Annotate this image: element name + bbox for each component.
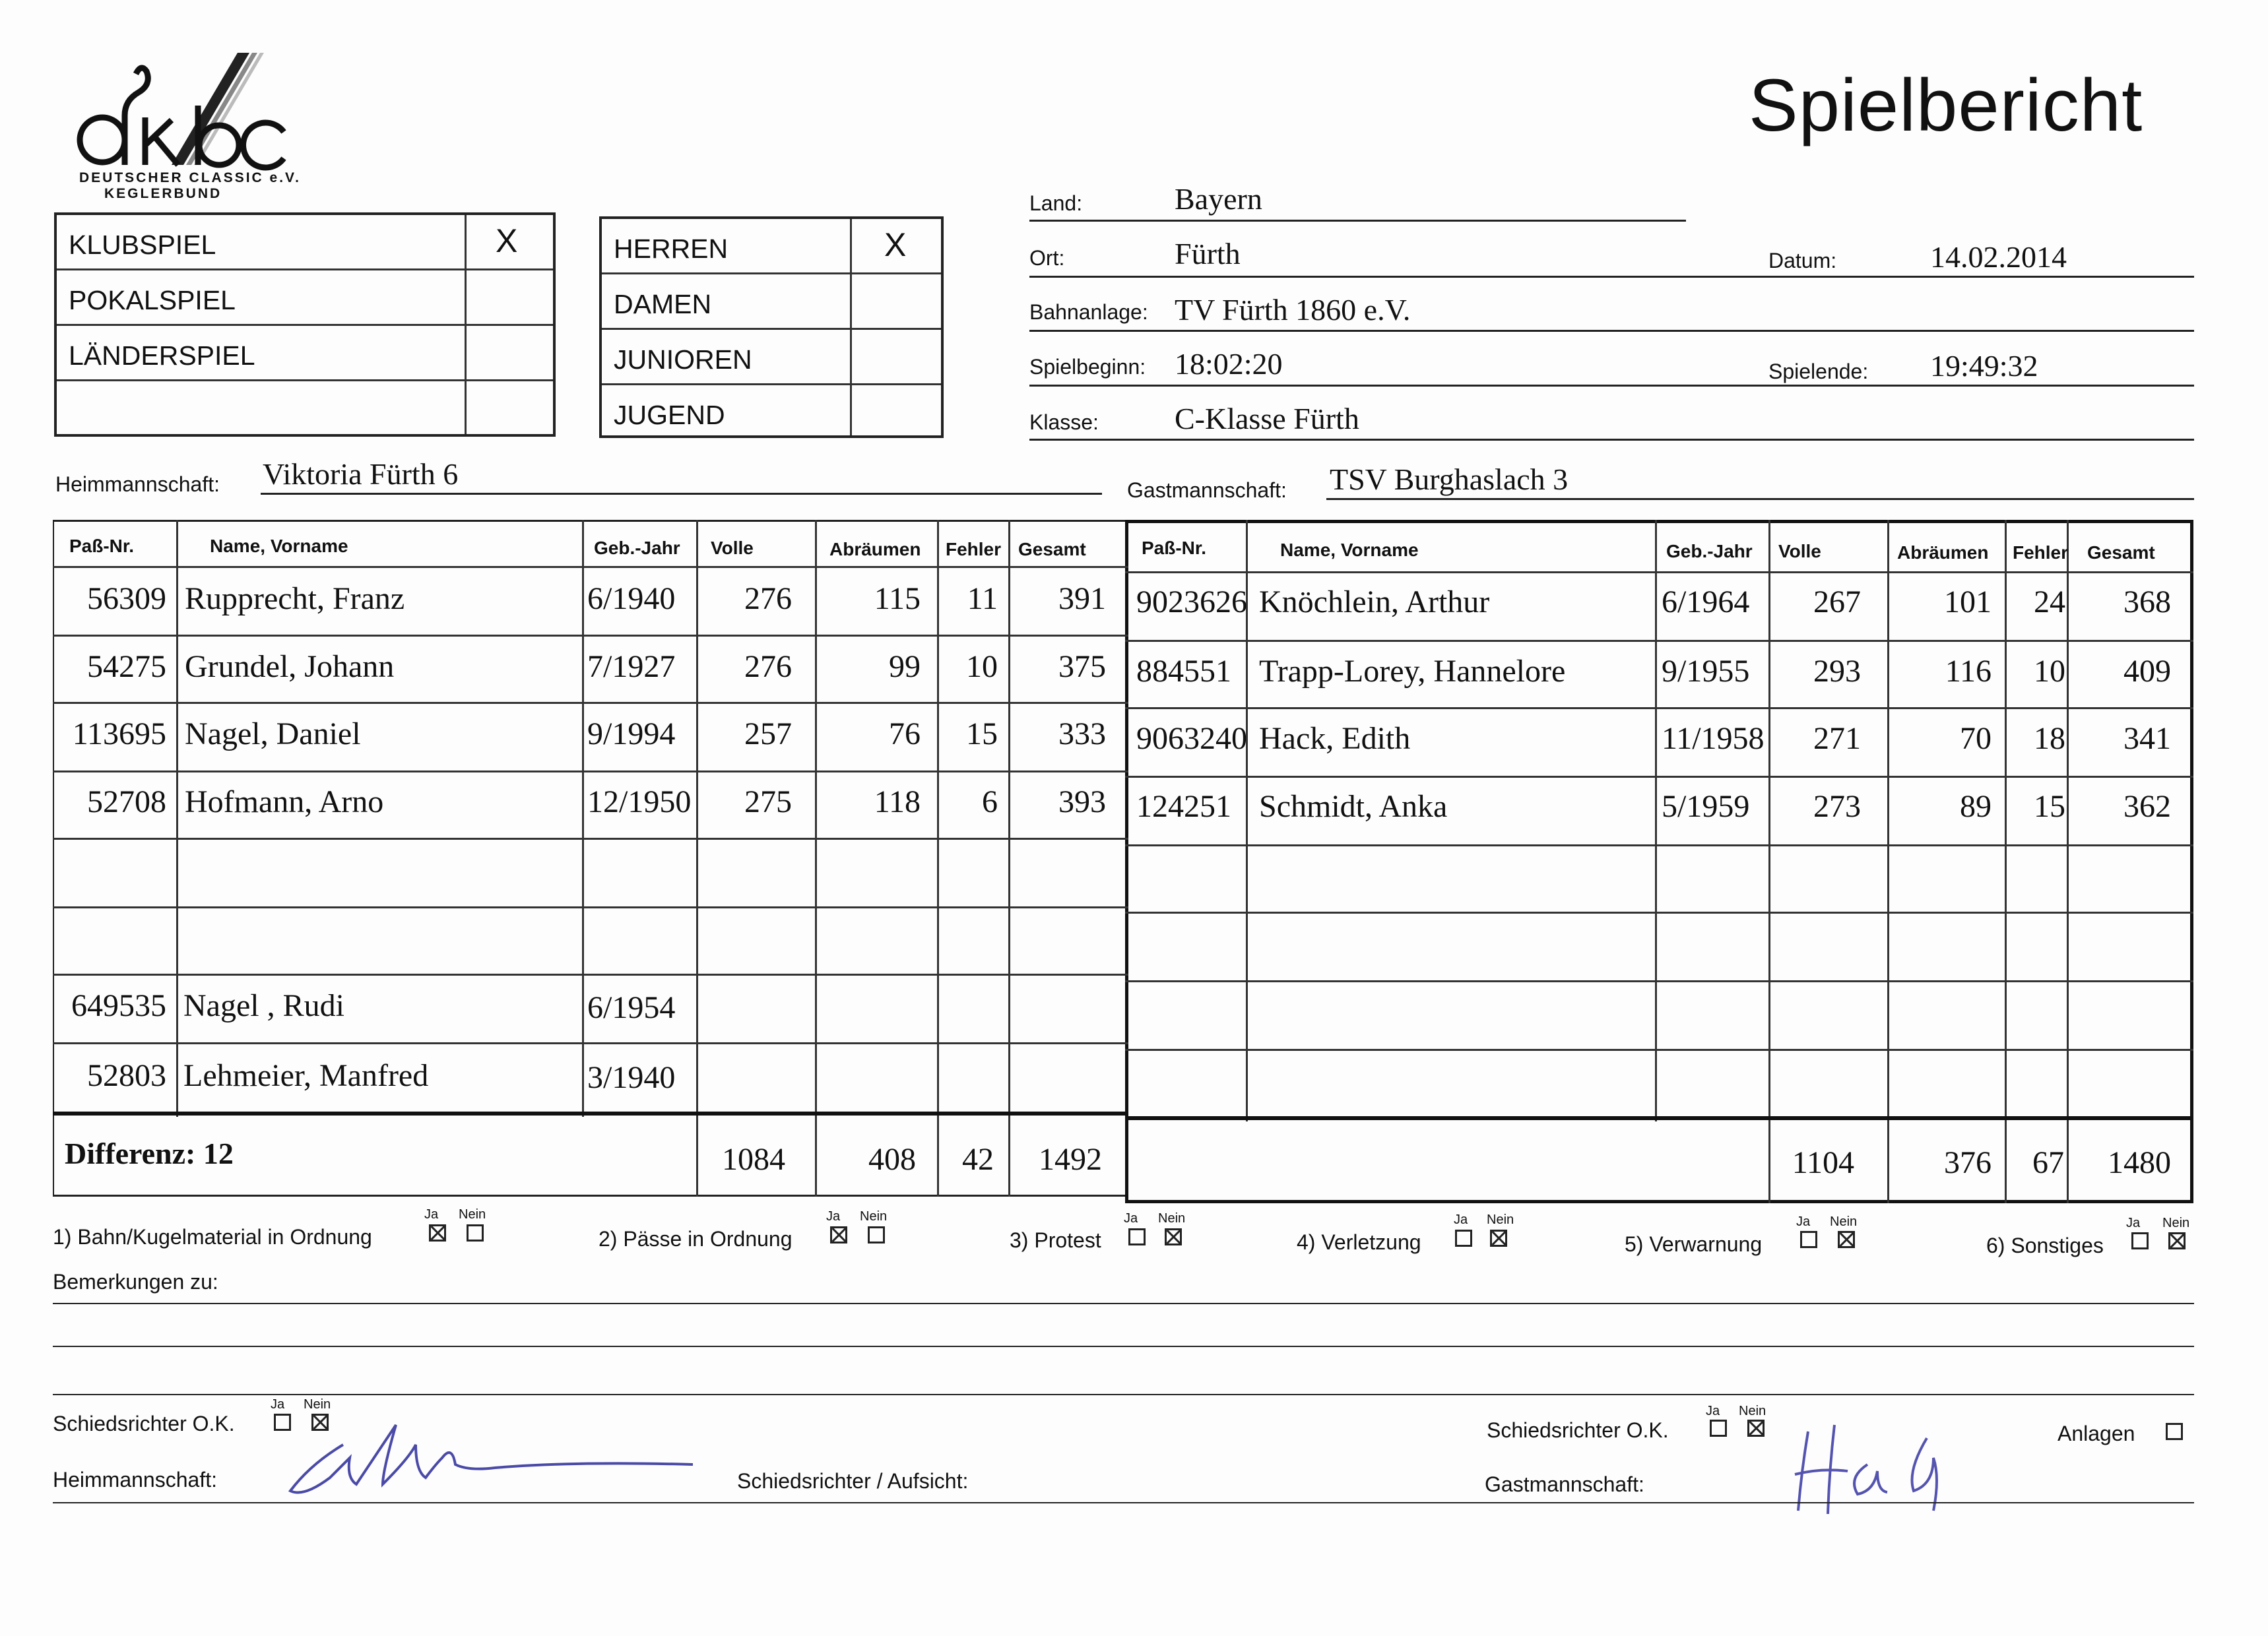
spielende-field[interactable]: 19:49:32 (1930, 349, 2038, 383)
category-label: JUNIOREN (614, 344, 752, 375)
klasse-field[interactable]: C-Klasse Fürth (1175, 402, 1359, 435)
category-row (602, 274, 941, 330)
category-row (602, 385, 941, 438)
pass-cell[interactable]: 649535 (71, 988, 166, 1023)
nein-label: Nein (1158, 1211, 1186, 1226)
score-table (53, 515, 2193, 1198)
nein-label: Nein (459, 1207, 486, 1222)
col-geb: Geb.-Jahr (594, 538, 680, 558)
ja-checkbox[interactable] (1455, 1230, 1472, 1247)
col-abr: Abräumen (1897, 542, 1989, 563)
abr-cell[interactable]: 116 (1945, 654, 1992, 689)
fehler-cell[interactable]: 6 (982, 784, 998, 819)
name-cell[interactable]: Hack, Edith (1259, 721, 1411, 756)
bahnanlage-field[interactable]: TV Fürth 1860 e.V. (1175, 293, 1411, 327)
gesamt-cell[interactable]: 362 (2123, 789, 2171, 824)
page-title: Spielbericht (1749, 64, 2143, 146)
gast-field[interactable]: TSV Burghaslach 3 (1330, 462, 1569, 496)
match-type-box (54, 212, 556, 437)
col-pass: Paß-Nr. (1142, 538, 1207, 558)
ja-label: Ja (1124, 1211, 1138, 1226)
fehler-cell[interactable]: 15 (966, 716, 998, 751)
fehler-cell[interactable]: 24 (2034, 584, 2065, 619)
pass-cell[interactable]: 56309 (87, 581, 166, 616)
spielbeginn-label: Spielbeginn: (1029, 355, 1146, 379)
type-mark[interactable]: X (496, 222, 518, 259)
pass-cell[interactable]: 9023626 (1136, 584, 1247, 619)
abr-cell[interactable]: 115 (874, 581, 921, 616)
type-row (57, 215, 553, 270)
total-gesamt: 1480 (2108, 1145, 2171, 1180)
category-row (602, 330, 941, 385)
fehler-cell[interactable]: 10 (966, 649, 998, 684)
total-fehler: 42 (962, 1142, 994, 1177)
total-volle: 1084 (722, 1142, 785, 1177)
spielende-label: Spielende: (1768, 360, 1869, 383)
anlagen-label: Anlagen (2057, 1422, 2135, 1445)
abr-cell[interactable]: 118 (874, 784, 921, 819)
ja-label: Ja (424, 1207, 439, 1222)
volle-cell[interactable]: 267 (1813, 584, 1861, 619)
ja-checkbox[interactable] (1710, 1420, 1727, 1437)
gesamt-cell[interactable]: 393 (1058, 784, 1106, 819)
ja-checkbox[interactable] (1128, 1228, 1146, 1245)
gast-label: Gastmannschaft: (1127, 478, 1287, 502)
logo-line2: KEGLERBUND (104, 186, 222, 201)
col-pass: Paß-Nr. (69, 536, 135, 556)
volle-cell[interactable]: 271 (1813, 721, 1861, 756)
nein-checkbox[interactable] (1490, 1230, 1507, 1247)
nein-label: Nein (860, 1209, 888, 1224)
geb-cell[interactable]: 6/1964 (1662, 584, 1750, 619)
nein-label: Nein (1830, 1214, 1858, 1229)
name-cell[interactable]: Lehmeier, Manfred (183, 1058, 429, 1093)
col-volle: Volle (711, 538, 754, 558)
ja-label: Ja (271, 1397, 285, 1412)
name-cell[interactable]: Nagel, Daniel (185, 716, 361, 751)
klasse-label: Klasse: (1029, 410, 1099, 434)
signature-line (53, 1502, 2194, 1503)
heim-sign-label: Heimmannschaft: (53, 1468, 217, 1492)
logo-mark (73, 40, 297, 172)
ja-label: Ja (826, 1209, 841, 1224)
total-fehler: 67 (2032, 1145, 2064, 1180)
differenz-label: Differenz: 12 (65, 1137, 234, 1170)
name-cell[interactable]: Grundel, Johann (185, 649, 395, 684)
abr-cell[interactable]: 70 (1960, 721, 1992, 756)
type-row (57, 381, 553, 437)
col-name: Name, Vorname (210, 536, 348, 556)
name-cell[interactable]: Hofmann, Arno (185, 784, 384, 819)
check-label: 6) Sonstiges (1986, 1234, 2104, 1257)
fehler-cell[interactable]: 18 (2034, 721, 2065, 756)
name-cell[interactable]: Rupprecht, Franz (185, 581, 405, 616)
ja-checkbox[interactable] (429, 1224, 446, 1242)
nein-checkbox[interactable] (1838, 1231, 1855, 1248)
nein-label: Nein (1739, 1404, 1766, 1418)
gesamt-cell[interactable]: 368 (2123, 584, 2171, 619)
logo-line1 (79, 170, 330, 186)
remarks-line[interactable] (53, 1394, 2194, 1395)
nein-checkbox[interactable] (467, 1224, 484, 1242)
abr-cell[interactable]: 99 (889, 649, 921, 684)
guest-signature[interactable] (1782, 1418, 1953, 1524)
schiri-ok-label: Schiedsrichter O.K. (1487, 1418, 1669, 1442)
bahnanlage-label: Bahnanlage: (1029, 300, 1148, 324)
spielbeginn-field[interactable]: 18:02:20 (1175, 347, 1283, 381)
nein-label: Nein (2162, 1216, 2190, 1230)
category-box (599, 216, 944, 438)
pass-cell[interactable]: 52708 (87, 784, 166, 819)
ja-checkbox[interactable] (1800, 1231, 1817, 1248)
volle-cell[interactable]: 293 (1813, 654, 1861, 689)
nein-label: Nein (1487, 1212, 1514, 1227)
ort-label: Ort: (1029, 246, 1065, 270)
geb-cell[interactable]: 6/1940 (587, 581, 676, 616)
check-label: 1) Bahn/Kugelmaterial in Ordnung (53, 1225, 372, 1249)
ja-label: Ja (1706, 1404, 1720, 1418)
geb-cell[interactable]: 6/1954 (587, 990, 676, 1025)
nein-checkbox[interactable] (2168, 1232, 2186, 1249)
schiri-ok-label: Schiedsrichter O.K. (53, 1412, 235, 1435)
gesamt-cell[interactable]: 391 (1058, 581, 1106, 616)
land-field[interactable]: Bayern (1175, 182, 1262, 216)
check-label: 3) Protest (1010, 1228, 1101, 1252)
type-label: POKALSPIEL (69, 285, 236, 315)
land-label: Land: (1029, 191, 1083, 215)
name-cell[interactable]: Knöchlein, Arthur (1259, 584, 1490, 619)
category-label: HERREN (614, 234, 729, 264)
col-fehler: Fehler (946, 539, 1002, 559)
col-fehler: Fehler (2013, 542, 2069, 563)
ja-label: Ja (1796, 1214, 1811, 1229)
datum-field[interactable]: 14.02.2014 (1930, 240, 2067, 274)
remarks-line[interactable] (53, 1346, 2194, 1347)
pass-cell[interactable]: 884551 (1136, 654, 1231, 689)
datum-label: Datum: (1768, 249, 1837, 272)
gast-sign-label: Gastmannschaft: (1485, 1472, 1644, 1496)
col-geb: Geb.-Jahr (1666, 541, 1753, 561)
check-label: 5) Verwarnung (1625, 1232, 1763, 1256)
volle-cell[interactable]: 276 (744, 581, 792, 616)
guest-table (1125, 520, 2193, 1203)
pass-cell[interactable]: 9063240 (1136, 721, 1247, 756)
ja-checkbox[interactable] (830, 1226, 847, 1243)
heim-label: Heimmannschaft: (55, 472, 220, 496)
nein-checkbox[interactable] (868, 1226, 885, 1243)
col-gesamt: Gesamt (1018, 539, 1086, 559)
name-cell[interactable]: Trapp-Lorey, Hannelore (1259, 654, 1566, 689)
logo-word-deutscher: DEUTSCHER (79, 170, 183, 185)
pass-cell[interactable]: 52803 (87, 1058, 166, 1093)
check-label: 4) Verletzung (1297, 1230, 1421, 1254)
nein-checkbox[interactable] (1165, 1228, 1182, 1245)
volle-cell[interactable]: 275 (744, 784, 792, 819)
total-volle: 1104 (1792, 1145, 1854, 1180)
category-mark[interactable]: X (884, 226, 907, 263)
category-label: DAMEN (614, 289, 712, 319)
volle-cell[interactable]: 276 (744, 649, 792, 684)
dkbc-logo (73, 40, 323, 204)
gesamt-cell[interactable]: 409 (2123, 654, 2171, 689)
type-label: LÄNDERSPIEL (69, 340, 255, 371)
fehler-cell[interactable]: 11 (967, 581, 998, 616)
pass-cell[interactable]: 124251 (1136, 789, 1231, 824)
volle-cell[interactable]: 257 (744, 716, 792, 751)
geb-cell[interactable]: 12/1950 (587, 784, 692, 819)
total-gesamt: 1492 (1039, 1142, 1102, 1177)
ja-label: Ja (2126, 1216, 2141, 1230)
ja-label: Ja (1454, 1212, 1468, 1227)
anlagen-checkbox[interactable] (2166, 1423, 2183, 1440)
category-label: JUGEND (614, 400, 725, 430)
type-label: KLUBSPIEL (69, 230, 216, 260)
col-gesamt: Gesamt (2087, 542, 2155, 563)
geb-cell[interactable]: 7/1927 (587, 649, 676, 684)
gesamt-cell[interactable]: 375 (1058, 649, 1106, 684)
col-name: Name, Vorname (1280, 540, 1419, 560)
name-cell[interactable]: Schmidt, Anka (1259, 789, 1448, 824)
total-abr: 376 (1944, 1145, 1992, 1180)
abr-cell[interactable]: 76 (889, 716, 921, 751)
pass-cell[interactable]: 113695 (72, 716, 166, 751)
gesamt-cell[interactable]: 333 (1058, 716, 1106, 751)
type-row (57, 326, 553, 381)
geb-cell[interactable]: 3/1940 (587, 1060, 676, 1095)
name-cell[interactable]: Nagel , Rudi (183, 988, 344, 1023)
abr-cell[interactable]: 101 (1944, 584, 1992, 619)
check-label: 2) Pässe in Ordnung (599, 1227, 793, 1251)
ort-field[interactable]: Fürth (1175, 237, 1241, 270)
abr-cell[interactable]: 89 (1960, 789, 1992, 824)
geb-cell[interactable]: 5/1959 (1662, 789, 1750, 824)
geb-cell[interactable]: 9/1955 (1662, 654, 1750, 689)
geb-cell[interactable]: 9/1994 (587, 716, 676, 751)
fehler-cell[interactable]: 10 (2034, 654, 2065, 689)
pass-cell[interactable]: 54275 (87, 649, 166, 684)
volle-cell[interactable]: 273 (1813, 789, 1861, 824)
geb-cell[interactable]: 11/1958 (1662, 721, 1765, 756)
col-abr: Abräumen (829, 539, 921, 559)
bemerkungen-label: Bemerkungen zu: (53, 1270, 218, 1294)
logo-word-classic: CLASSIC e.V. (189, 170, 301, 185)
type-row (57, 270, 553, 326)
ja-checkbox[interactable] (2131, 1232, 2149, 1249)
gesamt-cell[interactable]: 341 (2123, 721, 2171, 756)
fehler-cell[interactable]: 15 (2034, 789, 2065, 824)
schiri-aufsicht-label: Schiedsrichter / Aufsicht: (737, 1469, 969, 1493)
col-volle: Volle (1778, 541, 1821, 561)
category-row (602, 219, 941, 274)
nein-checkbox[interactable] (1747, 1420, 1765, 1437)
home-signature[interactable] (284, 1418, 706, 1504)
total-abr: 408 (868, 1142, 916, 1177)
heim-field[interactable]: Viktoria Fürth 6 (263, 457, 459, 491)
remarks-line[interactable] (53, 1303, 2194, 1304)
nein-label: Nein (304, 1397, 331, 1412)
